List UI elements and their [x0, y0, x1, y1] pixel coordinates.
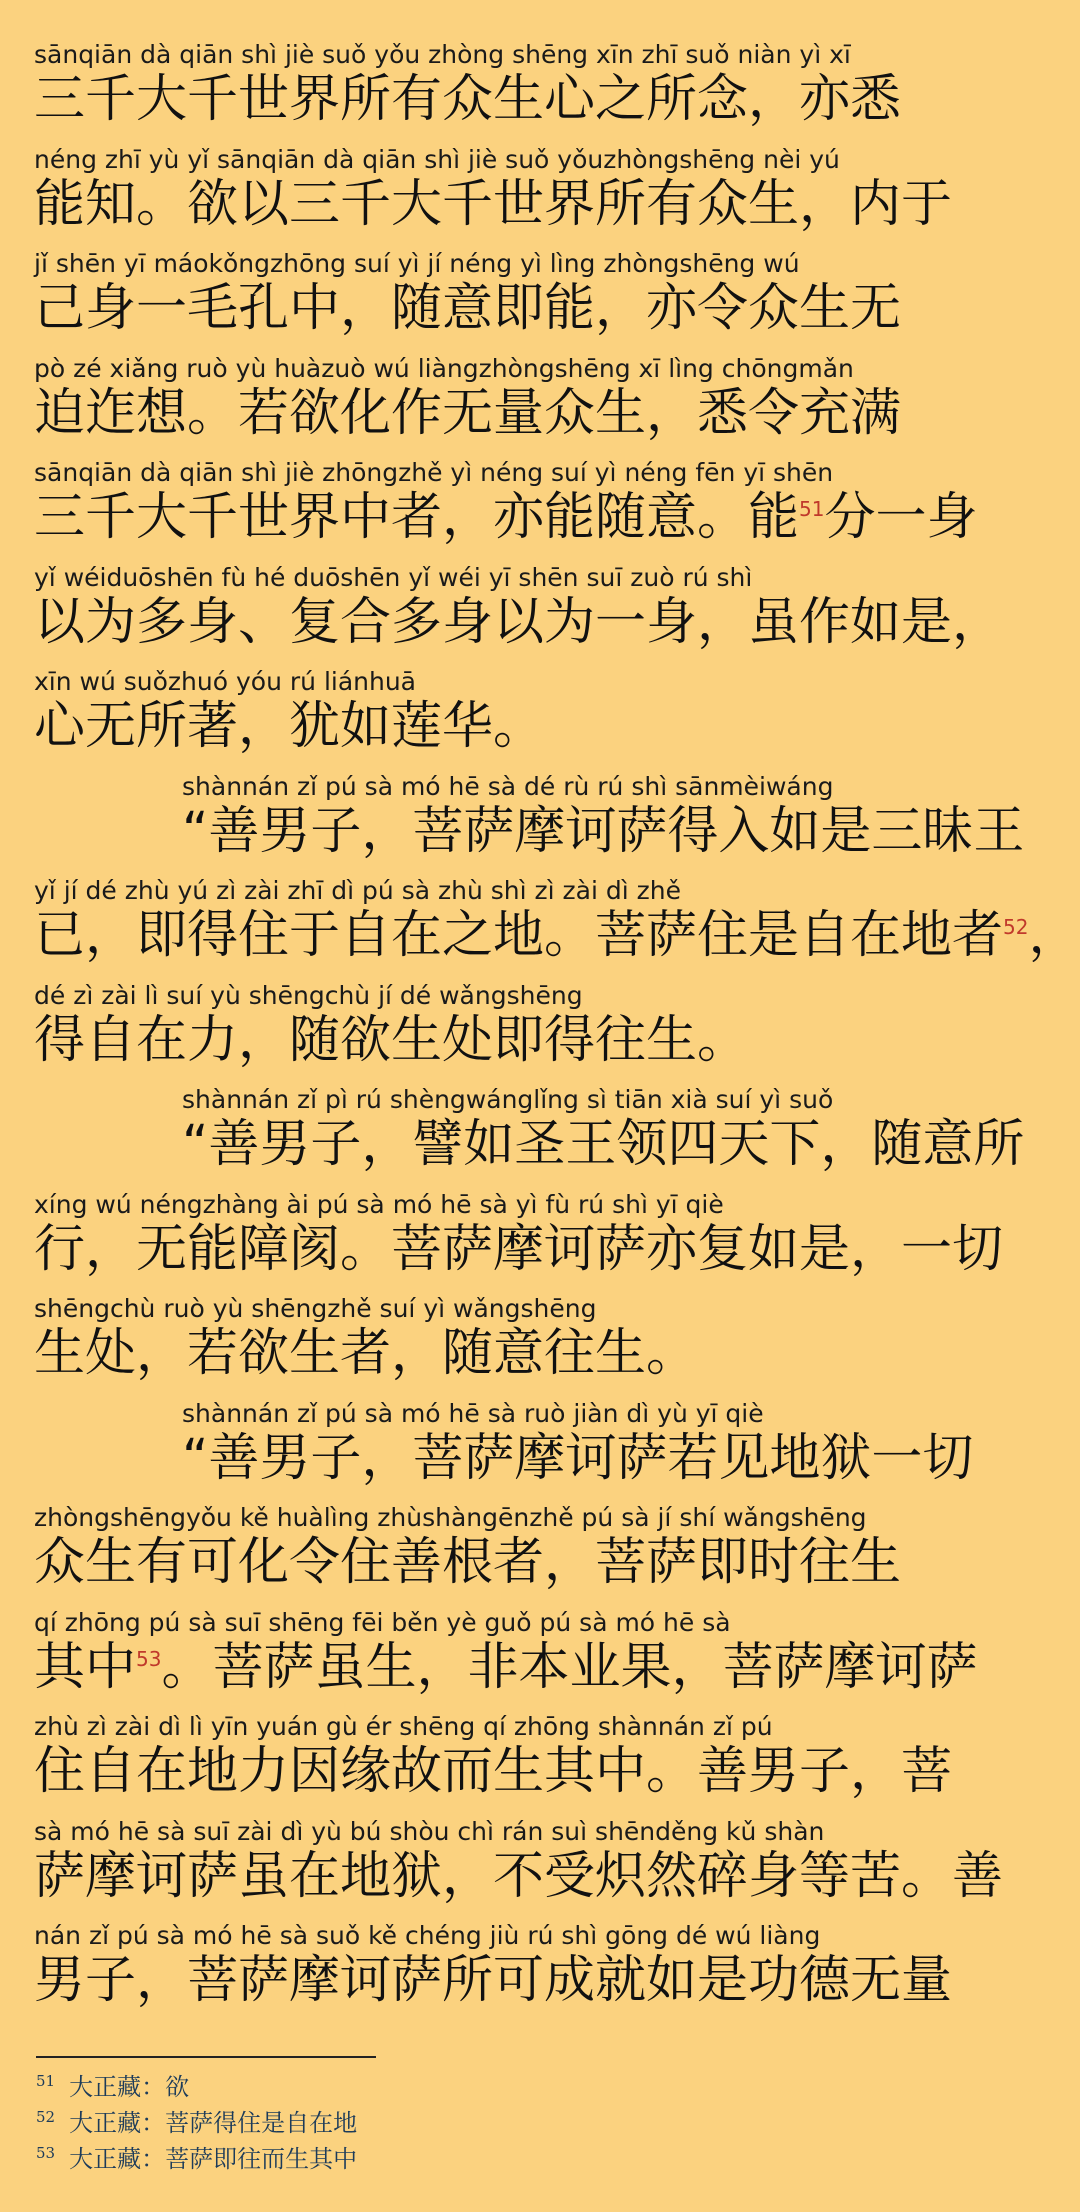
footnote-text: 大正藏：菩萨得住是自在地	[69, 2109, 358, 2137]
chinese-line	[34, 1742, 1052, 1802]
chinese-line	[34, 1324, 1052, 1384]
chinese-text: 迫迮想。若欲化作无量众生，悉令充满	[34, 384, 902, 443]
chinese-text: 得自在力，随欲生处即得往生。	[34, 1011, 749, 1070]
chinese-line	[182, 1115, 1052, 1175]
chinese-line	[34, 279, 1052, 339]
chinese-text: 其中	[34, 1638, 137, 1697]
chinese-text: 己身一毛孔中，随意即能，亦令众生无	[34, 279, 902, 338]
chinese-text: 男子，菩萨摩诃萨所可成就如是功德无量	[34, 1951, 953, 2010]
footnote-marker[interactable]: 52	[1003, 915, 1029, 939]
chinese-text: 众生有可化令住善根者，菩萨即时往生	[34, 1533, 902, 1592]
chinese-line	[34, 906, 1080, 966]
text-line	[34, 1294, 1052, 1398]
pinyin-line: shēngchù ruò yù shēngzhě suí yì wǎngshēng	[34, 1294, 597, 1323]
chinese-line	[34, 1220, 1052, 1280]
footnote-number: 53	[36, 2144, 56, 2162]
chinese-text: ，	[1028, 906, 1080, 965]
text-line	[34, 249, 1052, 353]
chinese-text: 分一身	[824, 488, 978, 547]
chinese-line	[34, 70, 1052, 130]
chinese-line	[34, 1533, 1052, 1593]
pinyin-line: sà mó hē sà suī zài dì yù bú shòu chì rán suì shēnděng kǔ shàn	[34, 1817, 825, 1846]
text-line	[34, 354, 1052, 458]
text-line	[34, 876, 1080, 980]
footnote-separator	[36, 2056, 376, 2058]
text-line	[34, 458, 1052, 562]
chinese-text: 。菩萨虽生，非本业果，菩萨摩诃萨	[161, 1638, 978, 1697]
chinese-line	[34, 1847, 1052, 1907]
chinese-text: “善男子，譬如圣王领四天下，随意所	[182, 1115, 1025, 1174]
chinese-text: 萨摩诃萨虽在地狱，不受炽然碎身等苦。善	[34, 1847, 1004, 1906]
footnote	[36, 2142, 357, 2176]
text-line	[34, 981, 1052, 1085]
footnote-text: 大正藏：菩萨即往而生其中	[69, 2145, 358, 2173]
pinyin-line: jǐ shēn yī máokǒngzhōng suí yì jí néng yì lìng zhòngshēng wú	[34, 249, 800, 278]
text-line	[34, 1608, 1052, 1712]
chinese-text: “善男子，菩萨摩诃萨得入如是三昧王	[182, 802, 1025, 861]
chinese-line	[34, 488, 1052, 548]
text-line	[34, 772, 1052, 876]
pinyin-line: xíng wú néngzhàng ài pú sà mó hē sà yì fù rú shì yī qiè	[34, 1190, 724, 1219]
chinese-line	[34, 1011, 1052, 1071]
pinyin-line: pò zé xiǎng ruò yù huàzuò wú liàngzhòngshēng xī lìng chōngmǎn	[34, 354, 854, 383]
text-line	[34, 1921, 1052, 2025]
pinyin-line: yǐ wéiduōshēn fù hé duōshēn yǐ wéi yī shēn suī zuò rú shì	[34, 563, 753, 592]
pinyin-line: shànnán zǐ pú sà mó hē sà dé rù rú shì sānmèiwáng	[182, 772, 834, 801]
chinese-line	[34, 1638, 1052, 1698]
footnote-text: 大正藏：欲	[69, 2073, 190, 2101]
chinese-line	[34, 697, 1052, 757]
footnote	[36, 2106, 357, 2140]
pinyin-line: yǐ jí dé zhù yú zì zài zhī dì pú sà zhù shì zì zài dì zhě	[34, 876, 681, 905]
pinyin-line: shànnán zǐ pì rú shèngwánglǐng sì tiān xià suí yì suǒ	[182, 1085, 834, 1114]
pinyin-line: nán zǐ pú sà mó hē sà suǒ kě chéng jiù rú shì gōng dé wú liàng	[34, 1921, 821, 1950]
pinyin-line: néng zhī yù yǐ sānqiān dà qiān shì jiè suǒ yǒuzhòngshēng nèi yú	[34, 145, 840, 174]
chinese-text: 三千大千世界中者，亦能随意。能	[34, 488, 800, 547]
pinyin-line: sānqiān dà qiān shì jiè zhōngzhě yì néng suí yì néng fēn yī shēn	[34, 458, 834, 487]
chinese-line	[34, 1951, 1052, 2011]
chinese-line	[34, 175, 1052, 235]
footnote-number: 51	[36, 2072, 56, 2090]
text-line	[34, 1190, 1052, 1294]
text-line	[34, 1399, 1052, 1503]
chinese-line	[34, 593, 1052, 653]
pinyin-line: dé zì zài lì suí yù shēngchù jí dé wǎngshēng	[34, 981, 583, 1010]
chinese-text: 已，即得住于自在之地。菩萨住是自在地者	[34, 906, 1004, 965]
chinese-text: 心无所著，犹如莲华。	[34, 697, 545, 756]
chinese-text: 以为多身、复合多身以为一身，虽作如是，	[34, 593, 1004, 652]
footnote	[36, 2070, 189, 2104]
text-line	[34, 40, 1052, 144]
pinyin-line: shànnán zǐ pú sà mó hē sà ruò jiàn dì yù yī qiè	[182, 1399, 764, 1428]
chinese-text: 行，无能障阂。菩萨摩诃萨亦复如是，一切	[34, 1220, 1004, 1279]
chinese-text: 生处，若欲生者，随意往生。	[34, 1324, 698, 1383]
chinese-line	[34, 384, 1052, 444]
chinese-line	[182, 1429, 1052, 1489]
text-line	[34, 1817, 1052, 1921]
chinese-text: “善男子，菩萨摩诃萨若见地狱一切	[182, 1429, 974, 1488]
chinese-text: 住自在地力因缘故而生其中。善男子，菩	[34, 1742, 953, 1801]
footnote-marker[interactable]: 51	[799, 497, 825, 521]
text-line	[34, 1503, 1052, 1607]
text-line	[34, 667, 1052, 771]
text-line	[34, 145, 1052, 249]
text-line	[34, 1712, 1052, 1816]
pinyin-line: zhù zì zài dì lì yīn yuán gù ér shēng qí zhōng shànnán zǐ pú	[34, 1712, 773, 1741]
pinyin-line: qí zhōng pú sà suī shēng fēi běn yè guǒ pú sà mó hē sà	[34, 1608, 731, 1637]
chinese-line	[182, 802, 1052, 862]
chinese-text: 能知。欲以三千大千世界所有众生，内于	[34, 175, 953, 234]
footnote-number: 52	[36, 2108, 56, 2126]
pinyin-line: zhòngshēngyǒu kě huàlìng zhùshàngēnzhě pú sà jí shí wǎngshēng	[34, 1503, 867, 1532]
pinyin-line: sānqiān dà qiān shì jiè suǒ yǒu zhòng shēng xīn zhī suǒ niàn yì xī	[34, 40, 851, 69]
text-line	[34, 1085, 1052, 1189]
text-line	[34, 563, 1052, 667]
chinese-text: 三千大千世界所有众生心之所念，亦悉	[34, 70, 902, 129]
footnote-marker[interactable]: 53	[136, 1647, 162, 1671]
pinyin-line: xīn wú suǒzhuó yóu rú liánhuā	[34, 667, 417, 696]
